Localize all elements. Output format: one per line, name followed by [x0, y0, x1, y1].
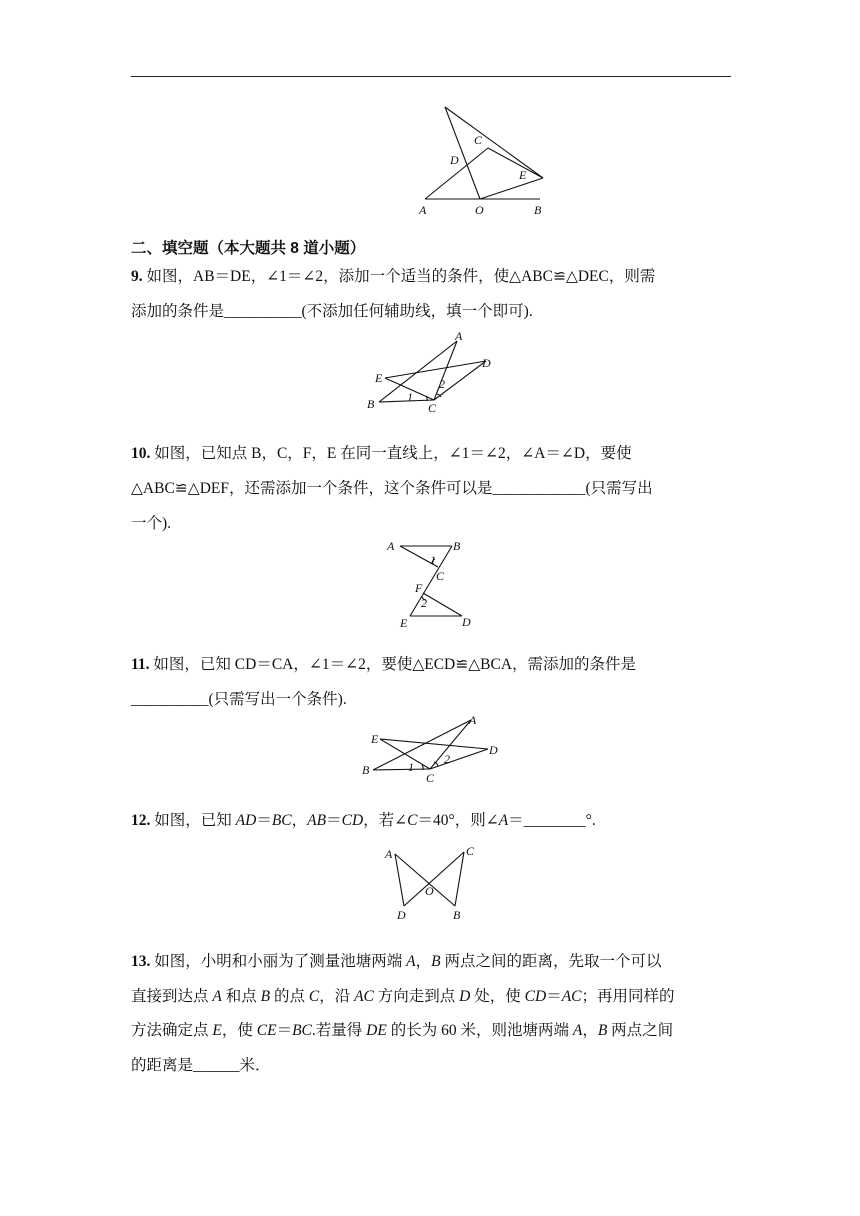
fig-q10-label-1: 1: [430, 553, 436, 567]
fig-top-label-b: B: [534, 203, 542, 217]
q13-l3-CE: CE: [256, 1022, 277, 1039]
fig-q11-label-e: E: [371, 732, 379, 746]
q11-line-1: [131, 647, 731, 682]
q12-t1: 如图，已知: [150, 812, 236, 829]
q12-number: 12.: [131, 812, 151, 829]
fig-q11-label-d: D: [489, 743, 498, 757]
q12-t2: ＝: [256, 812, 272, 829]
q13-number: 13.: [131, 953, 151, 970]
q13-l2-AC: AC: [354, 987, 374, 1005]
q12-t6: ＝40°，则∠: [417, 812, 499, 829]
figure-q12: [380, 842, 480, 922]
fig-q12-label-a: A: [385, 847, 393, 861]
q13-l2-g: ＝: [546, 987, 562, 1005]
q13-l1-b: ，: [415, 953, 432, 970]
q13-l2-AC2: AC: [561, 987, 582, 1005]
fig-q12-label-c: C: [466, 844, 475, 858]
question-13: [131, 945, 731, 1083]
q11-line-2: __________(只需写出一个条件).: [131, 691, 347, 708]
fig-top-label-o: O: [475, 203, 484, 217]
fig-q10-label-b: B: [453, 539, 461, 553]
q10-line-2: △ABC≌△DEF，还需添加一个条件，这个条件可以是____________(只需写出: [131, 480, 653, 497]
q12-t7: ＝________°.: [508, 812, 596, 829]
fig-top-label-a: A: [419, 203, 427, 217]
q13-l2-h: ；再用同样的: [581, 987, 675, 1005]
q13-l3-a: 方法确定点: [131, 1022, 213, 1039]
fig-q11-label-a: A: [469, 713, 477, 727]
q13-l2-d: ，沿: [319, 987, 355, 1005]
q13-l3-e: 的长为 60 米，则池塘两端: [386, 1022, 573, 1039]
q13-l3-b: ，使: [221, 1022, 257, 1039]
q13-l3-DE: DE: [366, 1022, 387, 1039]
q9-number: 9.: [131, 268, 143, 285]
q10-number: 10.: [131, 445, 151, 462]
q13-l2-f: 处，使: [470, 987, 525, 1005]
q12-v4: CD: [341, 812, 364, 829]
q9-line-2: 添加的条件是__________(不添加任何辅助线，填一个即可).: [131, 303, 533, 320]
question-9: [131, 259, 731, 329]
q13-l2-CD: CD: [524, 987, 547, 1005]
fig-q12-label-b: B: [453, 908, 461, 922]
fig-q9-label-2: 2: [439, 377, 445, 391]
fig-top-label-c: C: [474, 133, 483, 147]
fig-q9-label-d: D: [482, 356, 491, 370]
q13-l2-B: B: [260, 987, 271, 1005]
fig-q11-label-1: 1: [408, 760, 414, 774]
fig-top-label-e: E: [519, 168, 527, 182]
figure-q10: [380, 536, 490, 632]
q13-l2-b: 和点: [221, 987, 261, 1005]
fig-q12-label-d: D: [397, 908, 406, 922]
figure-q9: [360, 329, 500, 415]
fig-q9-label-b: B: [367, 397, 375, 411]
question-12: [131, 803, 731, 838]
q9-line-1: [131, 259, 731, 294]
fig-top-label-d: D: [450, 153, 459, 167]
fig-q11-label-c: C: [426, 771, 435, 785]
header-rule: [131, 76, 731, 77]
q13-l3-g: 两点之间: [607, 1022, 674, 1039]
q12-v1: AD: [235, 812, 257, 829]
figure-top: [415, 100, 555, 220]
q13-l2-A: A: [212, 987, 222, 1005]
q10-line-1: [131, 436, 731, 471]
fig-q10-label-e: E: [400, 616, 408, 630]
fig-q9-label-e: E: [375, 371, 383, 385]
q13-l3-f: ，: [582, 1022, 598, 1039]
fig-q10-label-a: A: [387, 539, 395, 553]
question-11: [131, 647, 731, 717]
fig-q9-label-a: A: [455, 329, 463, 343]
q12-v5: C: [407, 812, 418, 829]
fig-q10-label-2: 2: [421, 596, 427, 610]
fig-q10-label-d: D: [462, 615, 471, 629]
fig-q12-label-o: O: [425, 884, 434, 898]
fig-q9-label-c: C: [428, 401, 437, 415]
q13-l2-e: 方向走到点: [373, 987, 460, 1005]
q13-l3-d: .若量得: [311, 1022, 367, 1039]
q13-line-2: [131, 980, 731, 1015]
q13-l3-A: A: [572, 1022, 583, 1039]
q9-text-a: 如图，AB＝DE，∠1＝∠2，添加一个适当的条件，使△ABC≌△DEC，则需: [142, 268, 656, 285]
fig-q11-label-2: 2: [444, 752, 450, 766]
q13-line-1: [131, 945, 731, 980]
q13-l1-A: A: [406, 953, 416, 970]
q13-l2-D: D: [459, 987, 471, 1005]
section-heading: 二、填空题（本大题共 8 道小题）: [131, 240, 366, 257]
q13-l2-a: 直接到达点: [131, 987, 213, 1005]
q13-line-4: 的距离是______米．: [131, 1056, 271, 1074]
q10-text-a: 如图，已知点 B，C，F，E 在同一直线上，∠1＝∠2，∠A＝∠D，要使: [150, 445, 632, 462]
q12-v3: AB: [307, 812, 327, 829]
q12-v6: A: [498, 812, 509, 829]
q12-t3: ，: [291, 812, 308, 829]
q12-line-1: [131, 803, 731, 838]
q13-l1-a: 如图，小明和小丽为了测量池塘两端: [150, 953, 407, 970]
fig-q9-label-1: 1: [407, 390, 413, 404]
q12-t5: ，若∠: [363, 812, 408, 829]
figure-q11: [358, 712, 508, 786]
fig-q11-label-b: B: [362, 763, 370, 777]
q10-line-3: 一个).: [131, 515, 172, 532]
fig-q10-label-f: F: [415, 581, 423, 595]
q13-l2-C: C: [308, 987, 320, 1005]
q12-v2: BC: [271, 812, 292, 829]
fig-q10-label-c: C: [436, 569, 445, 583]
q11-text-a: 如图，已知 CD＝CA，∠1＝∠2，要使△ECD≌△BCA，需添加的条件是: [149, 656, 637, 673]
q11-number: 11.: [131, 656, 150, 673]
q13-l3-B: B: [597, 1022, 608, 1039]
q13-l3-c: ＝: [276, 1022, 293, 1039]
q13-l1-c: 两点之间的距离，先取一个可以: [440, 953, 662, 970]
q13-l2-c: 的点: [270, 987, 309, 1005]
q13-l1-B: B: [431, 953, 441, 970]
q12-t4: ＝: [326, 812, 342, 829]
question-10: [131, 436, 731, 541]
q13-line-3: [131, 1014, 731, 1049]
q13-l3-BC: BC: [292, 1022, 312, 1039]
q13-l3-E: E: [212, 1022, 222, 1039]
